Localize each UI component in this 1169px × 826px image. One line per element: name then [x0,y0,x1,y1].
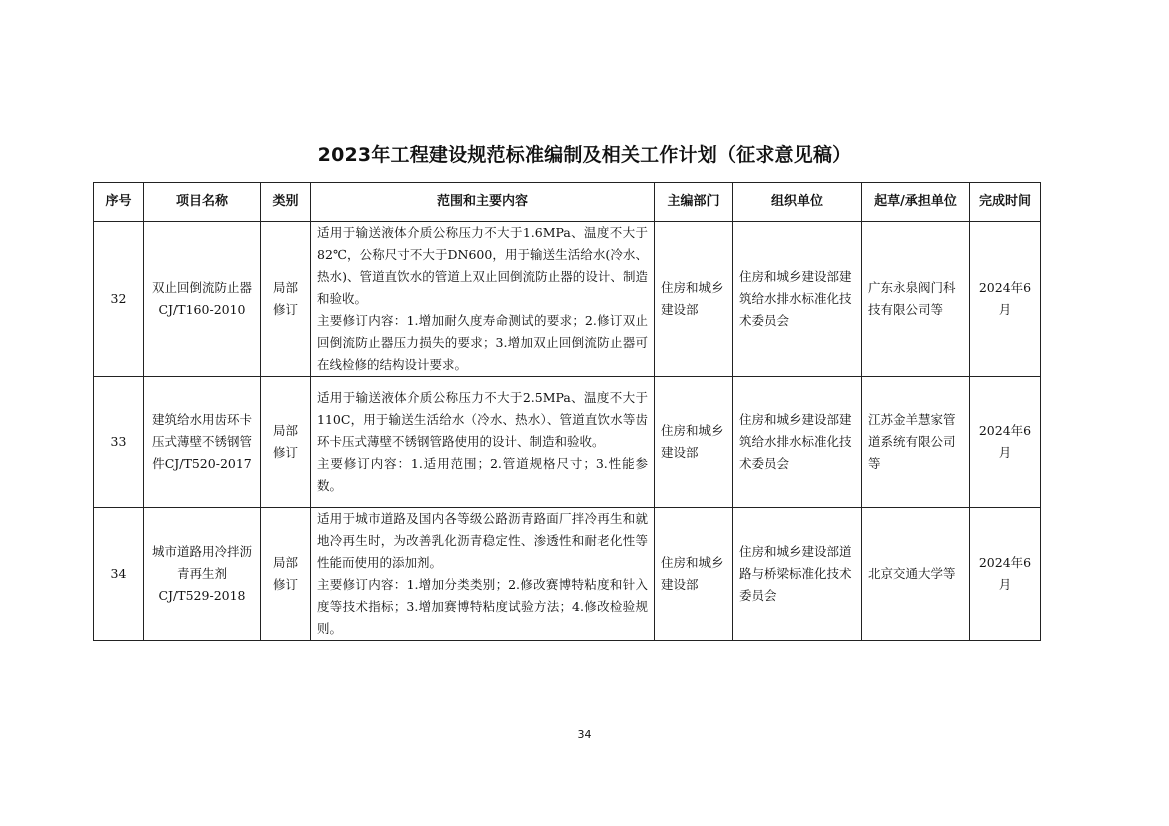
cell-drafter: 北京交通大学等 [862,508,970,641]
revision-text: 主要修订内容：1.增加分类类别；2.修改赛博特粘度和针入度等技术指标；3.增加赛博特粘度试验方法；4.修改检验规则。 [317,577,648,636]
table-header-row [94,183,1041,222]
cell-serial-no: 32 [94,222,144,377]
cell-editor-dept: 住房和城乡建设部 [655,508,733,641]
cell-org-unit: 住房和城乡建设部建筑给水排水标准化技术委员会 [733,377,862,508]
page-title: 2023年工程建设规范标准编制及相关工作计划（征求意见稿） [317,144,852,166]
header-project-name: 项目名称 [144,183,261,222]
header-editor-dept: 主编部门 [655,183,733,222]
cell-category: 局部修订 [261,222,311,377]
cell-editor-dept: 住房和城乡建设部 [655,377,733,508]
page-number: 34 [577,728,592,741]
revision-text: 主要修订内容：1.适用范围；2.管道规格尺寸；3.性能参数。 [317,456,648,493]
header-completion: 完成时间 [970,183,1041,222]
cell-project-name: 双止回倒流防止器CJ/T160-2010 [144,222,261,377]
cell-org-unit: 住房和城乡建设部建筑给水排水标准化技术委员会 [733,222,862,377]
scope-text: 适用于输送液体介质公称压力不大于2.5MPa、温度不大于110C，用于输送生活给水（冷水、热水）、管道直饮水等齿环卡压式薄壁不锈钢管路使用的设计、制造和验收。 [317,390,648,449]
cell-scope [311,508,655,641]
header-serial-no: 序号 [94,183,144,222]
table-row [94,377,1041,508]
header-drafter: 起草/承担单位 [862,183,970,222]
scope-text: 适用于输送液体介质公称压力不大于1.6MPa、温度不大于82℃，公称尺寸不大于DN600，用于输送生活给水(冷水、热水)、管道直饮水的管道上双止回倒流防止器的设计、制造和验收。 [317,225,648,306]
header-category: 类别 [261,183,311,222]
cell-serial-no: 33 [94,377,144,508]
cell-completion: 2024年6月 [970,508,1041,641]
cell-serial-no: 34 [94,508,144,641]
cell-editor-dept: 住房和城乡建设部 [655,222,733,377]
table-row [94,508,1041,641]
header-org-unit: 组织单位 [733,183,862,222]
revision-text: 主要修订内容：1.增加耐久度寿命测试的要求；2.修订双止回倒流防止器压力损失的要求；3.增加双止回倒流防止器可在线检修的结构设计要求。 [317,313,648,372]
cell-completion: 2024年6月 [970,377,1041,508]
cell-category: 局部修订 [261,377,311,508]
scope-text: 适用于城市道路及国内各等级公路沥青路面厂拌冷再生和就地冷再生时，为改善乳化沥青稳定性、渗透性和耐老化性等性能而使用的添加剂。 [317,511,648,570]
cell-project-name: 城市道路用冷拌沥青再生剂CJ/T529-2018 [144,508,261,641]
cell-drafter: 江苏金羊慧家管道系统有限公司等 [862,377,970,508]
cell-completion: 2024年6月 [970,222,1041,377]
cell-org-unit: 住房和城乡建设部道路与桥梁标准化技术委员会 [733,508,862,641]
work-plan-table [93,182,1041,641]
cell-scope [311,377,655,508]
cell-scope [311,222,655,377]
cell-project-name: 建筑给水用齿环卡压式薄壁不锈钢管件CJ/T520-2017 [144,377,261,508]
cell-category: 局部修订 [261,508,311,641]
cell-drafter: 广东永泉阀门科技有限公司等 [862,222,970,377]
table-row [94,222,1041,377]
header-scope: 范围和主要内容 [311,183,655,222]
